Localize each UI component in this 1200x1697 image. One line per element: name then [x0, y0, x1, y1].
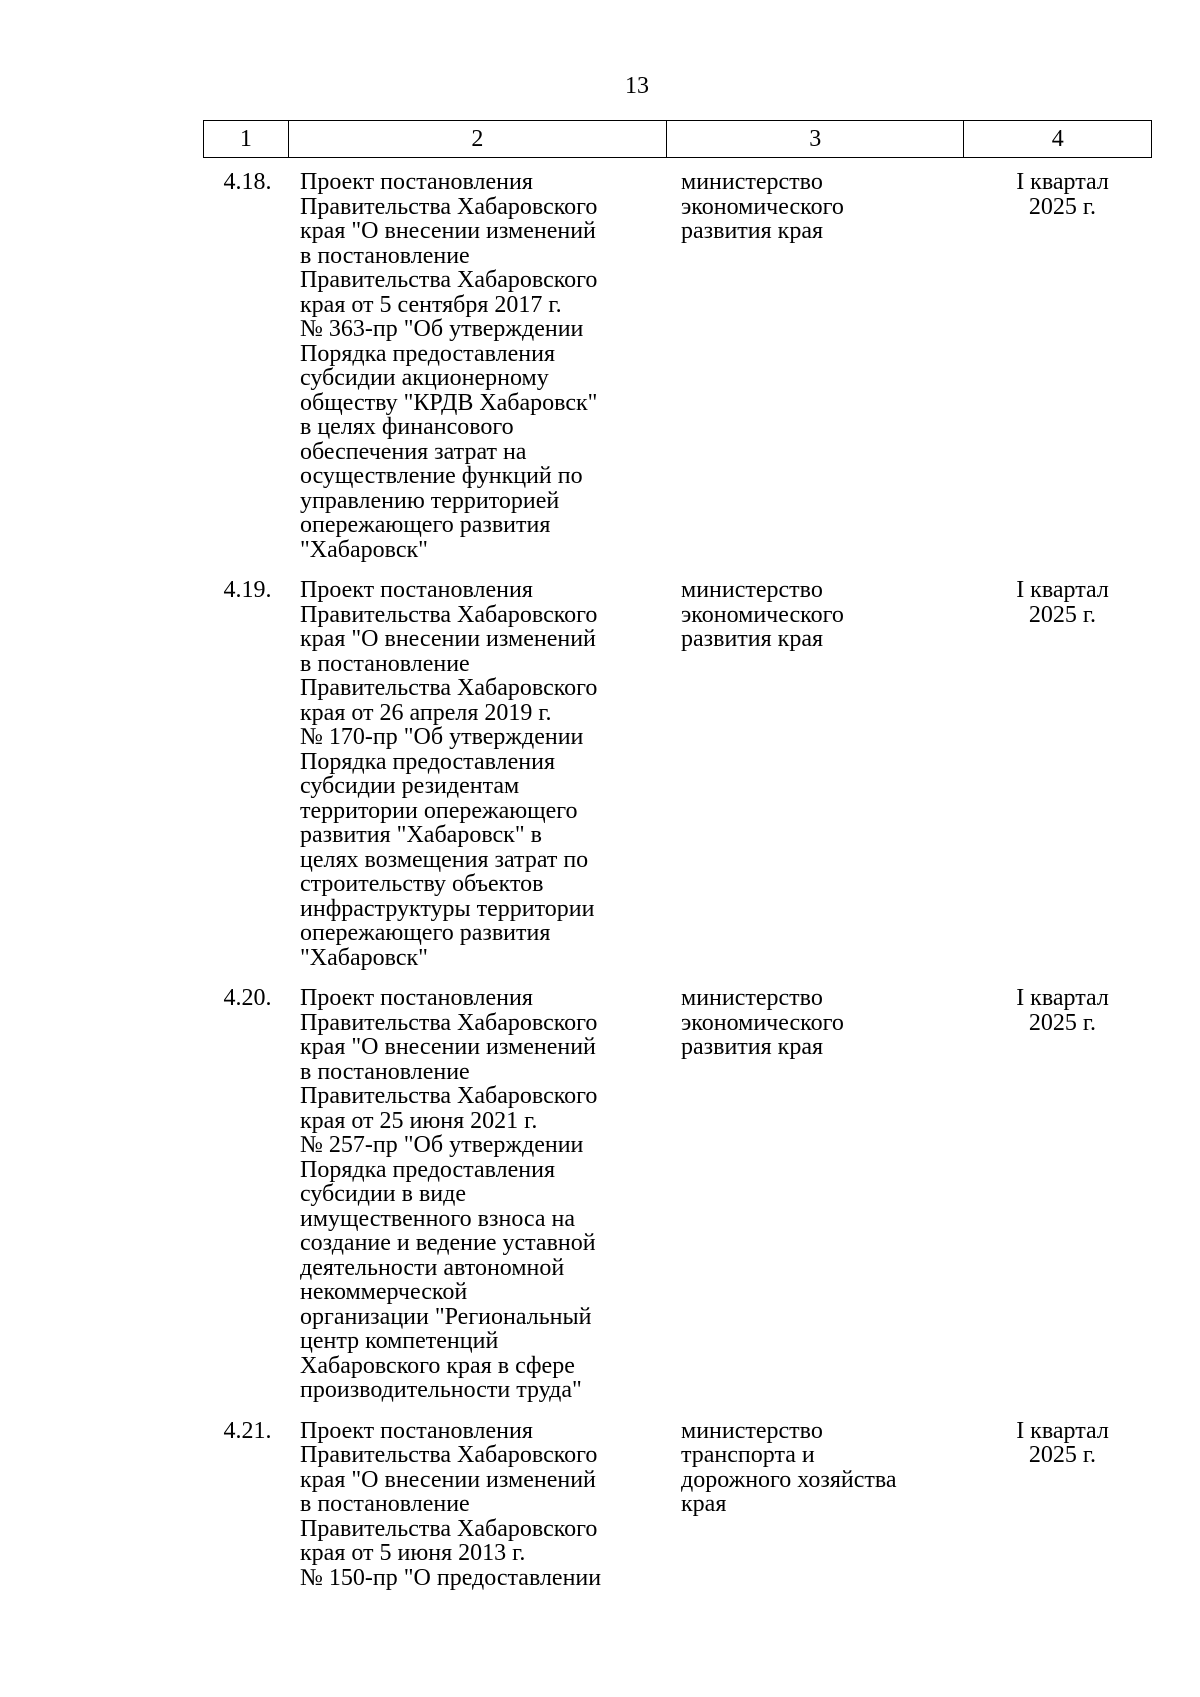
row-responsible: министерство экономического развития края [681, 577, 844, 652]
table-row [203, 170, 1152, 562]
row-term: I квартал 2025 г. [1016, 169, 1109, 220]
row-number: 4.18. [223, 169, 272, 195]
row-responsible: министерство транспорта и дорожного хозяйства края [681, 1417, 897, 1517]
row-responsible: министерство экономического развития края [681, 985, 844, 1060]
row-term: I квартал 2025 г. [1016, 985, 1109, 1036]
row-number: 4.20. [223, 985, 272, 1011]
row-title: Проект постановления Правительства Хабаровского края "О внесении изменений в постановление Правительства Хабаровского края от 26 апреля 2019 г. № 170-пр "Об утверждении Порядка предоставления субсидии резидентам территории опережающего развития "Хабаровск" в целях возмещения затрат по строительству объектов инфраструктуры территории опережающего развития "Хабаровск" [300, 577, 598, 971]
header-cell-1: 1 [204, 121, 289, 157]
row-responsible: министерство экономического развития края [681, 169, 844, 244]
row-term: I квартал 2025 г. [1016, 1417, 1109, 1468]
row-title: Проект постановления Правительства Хабаровского края "О внесении изменений в постановление Правительства Хабаровского края от 5 июня 2013 г. № 150-пр "О предоставлении [300, 1417, 602, 1591]
row-term: I квартал 2025 г. [1016, 577, 1109, 628]
table-row [203, 986, 1152, 1403]
page-number: 13 [625, 73, 649, 99]
table-row [203, 1419, 1152, 1591]
header-cell-2: 2 [289, 121, 667, 157]
table-header [203, 120, 1152, 158]
header-cell-4: 4 [1051, 125, 1064, 152]
row-number: 4.21. [223, 1417, 272, 1444]
header-cell-3: 3 [667, 121, 964, 157]
row-title: Проект постановления Правительства Хабаровского края "О внесении изменений в постановление Правительства Хабаровского края от 5 сентября 2017 г. № 363-пр "Об утверждении Порядка предоставления субсидии акционерному обществу "КРДВ Хабаровск" в целях финансового обеспечения затрат на осуществление функций по управлению территорией опережающего развития "Хабаровск" [300, 169, 598, 563]
table-body [203, 170, 1152, 1606]
row-title: Проект постановления Правительства Хабаровского края "О внесении изменений в постановление Правительства Хабаровского края от 25 июня 2021 г. № 257-пр "Об утверждении Порядка предоставления субсидии в виде имущественного взноса на создание и ведение уставной деятельности автономной некоммерческой организации "Региональный центр компетенций Хабаровского края в сфере производительности труда" [300, 985, 598, 1403]
table-row [203, 578, 1152, 970]
row-number: 4.19. [223, 577, 272, 603]
